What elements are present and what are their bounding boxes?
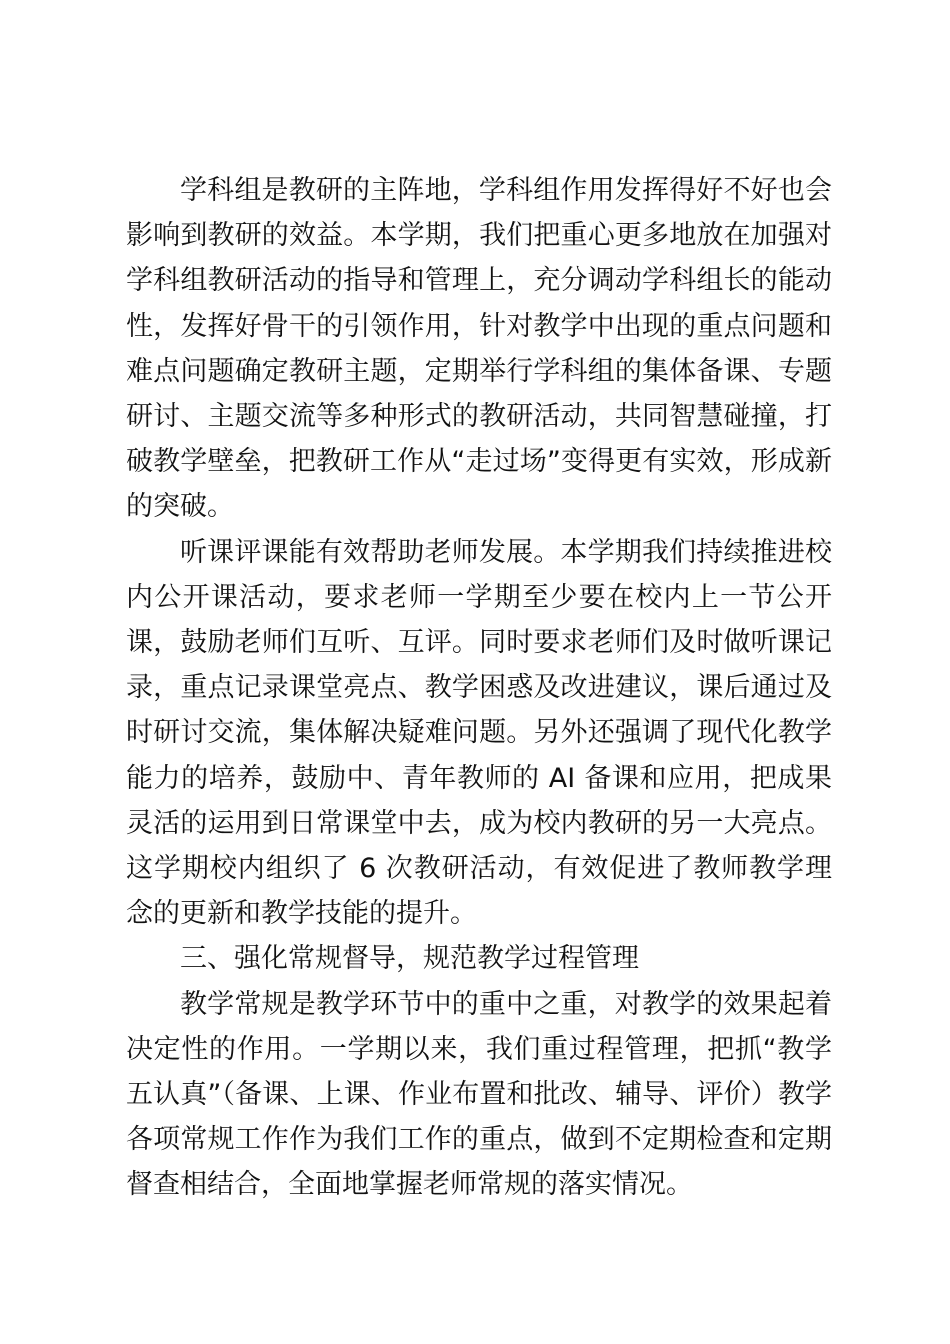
document-body: [126, 168, 832, 1208]
paragraph-lesson-observation: 听课评课能有效帮助老师发展。本学期我们持续推进校内公开课活动，要求老师一学期至少要在校内上一节公开课，鼓励老师们互听、互评。同时要求老师们及时做听课记录，重点记录课堂亮点、教学困惑及改进建议，课后通过及时研讨交流，集体解决疑难问题。另外还强调了现代化教学能力的培养，鼓励中、青年教师的 AI 备课和应用，把成果灵活的运用到日常课堂中去，成为校内教研的另一大亮点。这学期校内组织了 6 次教研活动，有效促进了教师教学理念的更新和教学技能的提升。: [126, 536, 832, 930]
section-heading-routine-supervision: 三、强化常规督导，规范教学过程管理: [180, 943, 639, 975]
paragraph-teaching-groups: 学科组是教研的主阵地，学科组作用发挥得好不好也会影响到教研的效益。本学期，我们把重心更多地放在加强对学科组教研活动的指导和管理上，充分调动学科组长的能动性，发挥好骨干的引领作用，针对教学中出现的重点问题和难点问题确定教研主题，定期举行学科组的集体备课、专题研讨、主题交流等多种形式的教研活动，共同智慧碰撞，打破教学壁垒，把教研工作从“走过场”变得更有实效，形成新的突破。: [126, 175, 832, 523]
paragraph-teaching-routines: 教学常规是教学环节中的重中之重，对教学的效果起着决定性的作用。一学期以来，我们重过程管理，把抓“教学五认真”（备课、上课、作业布置和批改、辅导、评价）教学各项常规工作作为我们工作的重点，做到不定期检查和定期督查相结合，全面地掌握老师常规的落实情况。: [126, 988, 832, 1201]
